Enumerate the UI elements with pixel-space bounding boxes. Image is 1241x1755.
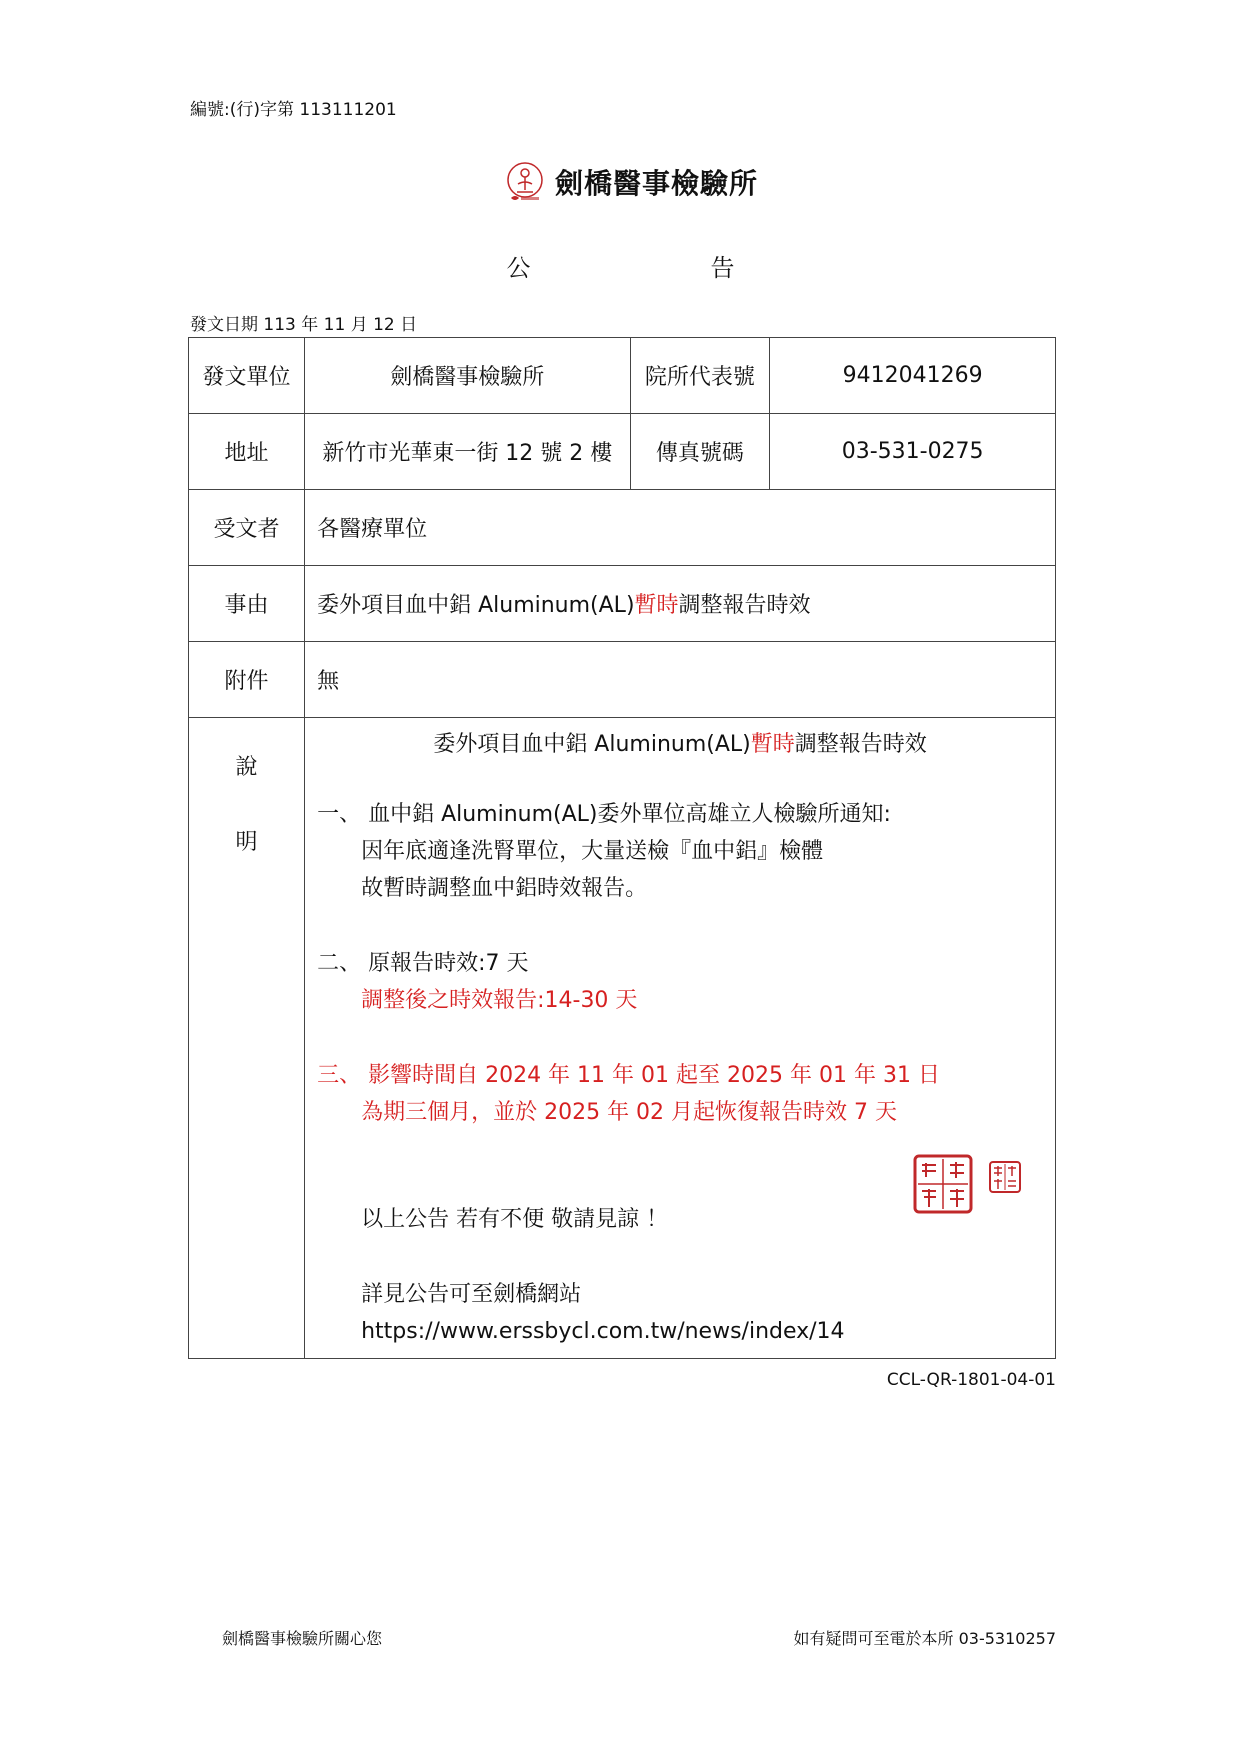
representative-seal-stamp bbox=[988, 1160, 1022, 1194]
issuer-label: 發文單位 bbox=[189, 338, 305, 414]
item-2-line-2: 調整後之時效報告:14-30 天 bbox=[361, 988, 638, 1013]
table-row bbox=[189, 642, 1056, 718]
table-row bbox=[189, 338, 1056, 414]
description-item-3 bbox=[317, 1057, 1055, 1131]
item-1-line-3: 故暫時調整血中鋁時效報告。 bbox=[361, 876, 648, 901]
subject-prefix: 委外項目血中鋁 Aluminum(AL) bbox=[317, 593, 635, 618]
address-label: 地址 bbox=[189, 414, 305, 490]
table-row bbox=[189, 490, 1056, 566]
website-info bbox=[305, 1276, 1055, 1350]
description-heading bbox=[305, 727, 1055, 758]
subject-highlight: 暫時 bbox=[634, 593, 679, 618]
item-1-line-2: 因年底適逢洗腎單位，大量送檢『血中鋁』檢體 bbox=[361, 839, 824, 864]
recipient-label: 受文者 bbox=[189, 490, 305, 566]
item-3-line-2: 為期三個月，並於 2025 年 02 月起恢復報告時效 7 天 bbox=[361, 1100, 898, 1125]
heading-highlight: 暫時 bbox=[750, 732, 795, 757]
organization-header bbox=[0, 160, 1241, 204]
heading-prefix: 委外項目血中鋁 Aluminum(AL) bbox=[433, 732, 751, 757]
website-url[interactable]: https://www.erssbycl.com.tw/news/index/14 bbox=[361, 1319, 845, 1344]
notice-title-left: 公 bbox=[506, 254, 531, 282]
form-code: CCL-QR-1801-04-01 bbox=[886, 1370, 1056, 1390]
footer-left-text: 劍橋醫事檢驗所關心您 bbox=[222, 1629, 383, 1648]
issuer-value: 劍橋醫事檢驗所 bbox=[305, 338, 630, 414]
organization-seal-stamp bbox=[912, 1153, 974, 1215]
subject-value bbox=[305, 566, 1056, 642]
closing-text: 以上公告 若有不便 敬請見諒 ！ bbox=[361, 1207, 669, 1232]
description-item-2 bbox=[317, 945, 1055, 1019]
website-label: 詳見公告可至劍橋網站 bbox=[361, 1282, 582, 1307]
notice-title bbox=[0, 248, 1241, 283]
recipient-value: 各醫療單位 bbox=[305, 490, 1056, 566]
description-label bbox=[189, 718, 305, 1359]
subject-suffix: 調整報告時效 bbox=[678, 593, 811, 618]
description-item-1 bbox=[317, 796, 1055, 907]
issue-date: 發文日期 113 年 11 月 12 日 bbox=[190, 315, 418, 335]
fax-value: 03-531-0275 bbox=[770, 414, 1056, 490]
fax-label: 傳真號碼 bbox=[630, 414, 770, 490]
address-value: 新竹市光華東一街 12 號 2 樓 bbox=[305, 414, 630, 490]
heading-suffix: 調整報告時效 bbox=[794, 732, 927, 757]
organization-name: 劍橋醫事檢驗所 bbox=[554, 167, 758, 200]
organization-logo bbox=[503, 160, 547, 204]
description-label-char-2: 明 bbox=[235, 830, 258, 855]
footer-right-text: 如有疑問可至電於本所 03-5310257 bbox=[793, 1629, 1056, 1648]
item-1-line-1: 一、 血中鋁 Aluminum(AL)委外單位高雄立人檢驗所通知: bbox=[317, 802, 891, 827]
description-label-char-1: 說 bbox=[235, 755, 258, 780]
document-number: 編號:(行)字第 113111201 bbox=[190, 100, 397, 120]
subject-label: 事由 bbox=[189, 566, 305, 642]
item-3-line-1: 三、 影響時間自 2024 年 11 年 01 起至 2025 年 01 年 31 日 bbox=[317, 1063, 940, 1088]
attachment-label: 附件 bbox=[189, 642, 305, 718]
notice-title-right: 告 bbox=[710, 254, 735, 282]
code-value: 9412041269 bbox=[770, 338, 1056, 414]
attachment-value: 無 bbox=[305, 642, 1056, 718]
table-row bbox=[189, 566, 1056, 642]
table-row bbox=[189, 414, 1056, 490]
description-body bbox=[305, 718, 1056, 1359]
table-row bbox=[189, 718, 1056, 1359]
code-label: 院所代表號 bbox=[630, 338, 770, 414]
item-2-line-1: 二、 原報告時效:7 天 bbox=[317, 951, 529, 976]
